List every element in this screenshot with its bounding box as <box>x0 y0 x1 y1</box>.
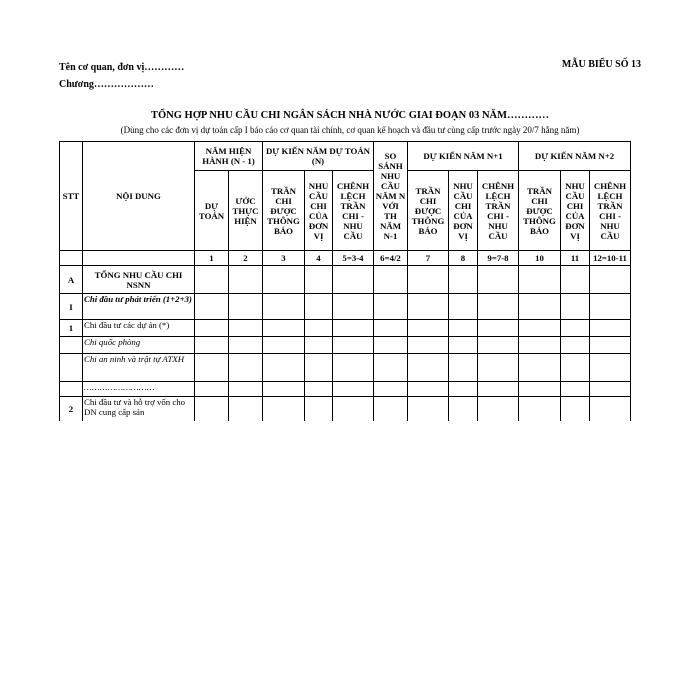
group-year-n1: DỰ KIẾN NĂM N+1 <box>408 142 519 171</box>
colnum-4: 4 <box>305 251 333 266</box>
column-number-row <box>60 251 631 266</box>
row-stt: 1 <box>60 320 83 337</box>
row-stt: 2 <box>60 397 83 421</box>
row-content: Chi đầu tư các dự án (*) <box>83 320 195 337</box>
group-current-year: NĂM HIỆN HÀNH (N - 1) <box>195 142 263 171</box>
budget-table <box>59 141 631 421</box>
colnum-7: 7 <box>408 251 449 266</box>
table-row <box>60 320 631 337</box>
row-stt <box>60 382 83 397</box>
colnum-blank <box>83 251 195 266</box>
row-stt: A <box>60 266 83 294</box>
colnum-5: 5=3-4 <box>333 251 374 266</box>
sub-need-n2: NHU CẦU CHI CỦA ĐƠN VỊ <box>561 171 590 251</box>
table-row <box>60 354 631 382</box>
sub-diff-n2: CHÊNH LỆCH TRẦN CHI - NHU CẦU <box>590 171 631 251</box>
col-compare-header: SO SÁNH NHU CẦU NĂM N VỚI TH NĂM N-1 <box>374 142 408 251</box>
colnum-6: 6=4/2 <box>374 251 408 266</box>
header-row-1 <box>60 142 631 171</box>
row-stt <box>60 354 83 382</box>
org-name-line: Tên cơ quan, đơn vị………… <box>59 62 185 73</box>
row-content: TỔNG NHU CẦU CHI NSNN <box>83 266 195 294</box>
table-row <box>60 397 631 421</box>
row-stt <box>60 337 83 354</box>
colnum-8: 8 <box>449 251 478 266</box>
document-header-left <box>59 59 184 93</box>
sub-ceiling-n1: TRẦN CHI ĐƯỢC THÔNG BÁO <box>408 171 449 251</box>
row-content: Chi an ninh và trật tự ATXH <box>83 354 195 382</box>
document-subtitle: (Dùng cho các đơn vị dự toán cấp I báo cáo cơ quan tài chính, cơ quan kế hoạch và đầu tư cùng cấp trước ngày 20/7 hằng năm) <box>120 125 580 135</box>
row-content: Chi đầu tư phát triển (1+2+3) <box>83 294 195 320</box>
colnum-blank <box>60 251 83 266</box>
colnum-10: 10 <box>519 251 561 266</box>
col-stt-header: STT <box>60 142 83 251</box>
colnum-11: 11 <box>561 251 590 266</box>
group-year-n2: DỰ KIẾN NĂM N+2 <box>519 142 631 171</box>
document-title: TỔNG HỢP NHU CẦU CHI NGÂN SÁCH NHÀ NƯỚC GIAI ĐOẠN 03 NĂM………… <box>150 110 550 121</box>
chapter-line: Chương……………… <box>59 79 154 90</box>
sub-need-n: NHU CẦU CHI CỦA ĐƠN VỊ <box>305 171 333 251</box>
sub-need-n1: NHU CẦU CHI CỦA ĐƠN VỊ <box>449 171 478 251</box>
row-content: Chi đầu tư và hỗ trợ vốn cho DN cung cấp sản <box>83 397 195 421</box>
group-year-n: DỰ KIẾN NĂM DỰ TOÁN (N) <box>263 142 374 171</box>
form-number: MẪU BIỂU SỐ 13 <box>561 59 641 70</box>
row-stt: I <box>60 294 83 320</box>
sub-ceiling-n2: TRẦN CHI ĐƯỢC THÔNG BÁO <box>519 171 561 251</box>
sub-diff-n1: CHÊNH LỆCH TRẦN CHI - NHU CẦU <box>478 171 519 251</box>
col-content-header: NỘI DUNG <box>83 142 195 251</box>
table-row <box>60 294 631 320</box>
colnum-2: 2 <box>229 251 263 266</box>
sub-diff-n: CHÊNH LỆCH TRẦN CHI - NHU CẦU <box>333 171 374 251</box>
table-row <box>60 337 631 354</box>
row-content: Chi quốc phòng <box>83 337 195 354</box>
colnum-3: 3 <box>263 251 305 266</box>
colnum-9: 9=7-8 <box>478 251 519 266</box>
table-row <box>60 382 631 397</box>
table-row <box>60 266 631 294</box>
sub-executed: ƯỚC THỰC HIỆN <box>229 171 263 251</box>
sub-estimate: DỰ TOÁN <box>195 171 229 251</box>
colnum-1: 1 <box>195 251 229 266</box>
row-content: ……………………… <box>83 382 195 397</box>
colnum-12: 12=10-11 <box>590 251 631 266</box>
sub-ceiling-n: TRẦN CHI ĐƯỢC THÔNG BÁO <box>263 171 305 251</box>
